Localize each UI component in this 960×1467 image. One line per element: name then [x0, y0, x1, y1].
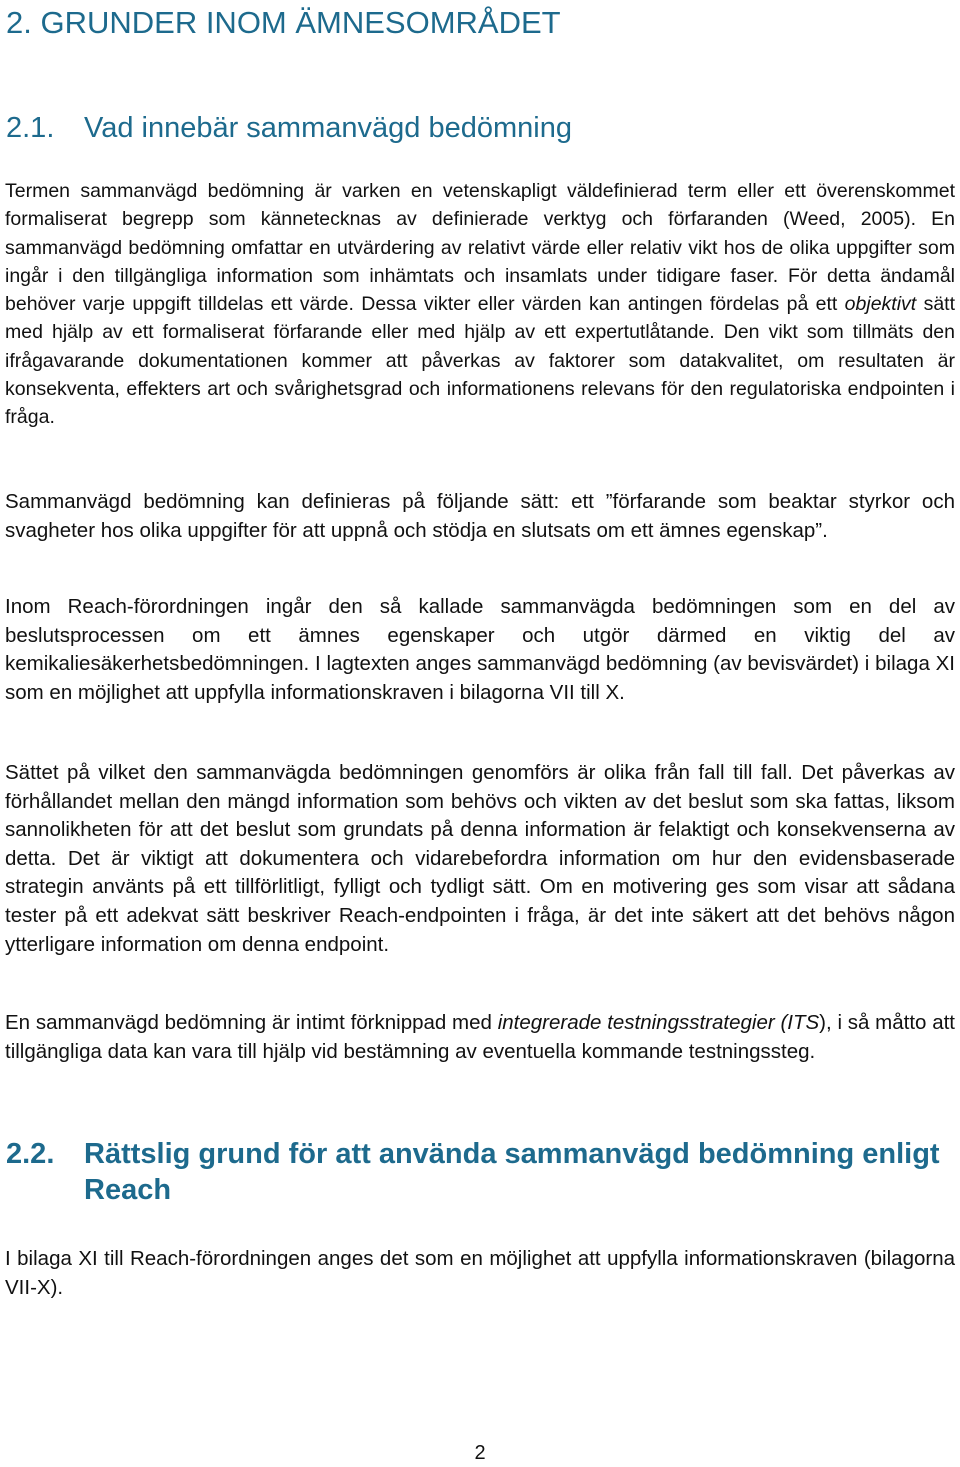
paragraph-5-emphasis: integrerade testningsstrategier (ITS: [497, 1011, 820, 1034]
paragraph-1-emphasis: objektivt: [844, 293, 917, 316]
paragraph-5: [5, 1009, 955, 1066]
paragraph-1-text-b: sätt med hjälp av ett formaliserat förfarande eller med hjälp av ett expertutlåtande. Den vikt som tillmäts den ifrågavarande dokumentationen kommer att påverkas av faktorer som datakvalitet, om resultaten är konsekventa, effekters art och svårighetsgrad och informationens relevans för den regulatoriska endpointen i fråga.: [5, 293, 955, 429]
subsection-title: Rättslig grund för att använda sammanvägd bedömning enligt Reach: [84, 1138, 940, 1206]
paragraph-5-text-b: ), i så måtto att tillgängliga data kan vara till hjälp vid bestämning av eventuella kommande testningssteg.: [5, 1011, 955, 1063]
paragraph-3-text: Inom Reach-förordningen ingår den så kallade sammanvägda bedömningen som en del av beslutsprocessen om ett ämnes egenskaper och utgör därmed en viktig del av kemikaliesäkerhetsbedömningen. I lagtexten anges sammanvägd bedömning (av bevisvärdet) i bilaga XI som en möjlighet att uppfylla informationskraven i bilagorna VII till X.: [5, 595, 955, 704]
page-number: 2: [474, 1442, 486, 1464]
paragraph-4-text: Sättet på vilket den sammanvägda bedömningen genomförs är olika från fall till fall. Det påverkas av förhållandet mellan den mängd information som behövs och vikten av det beslut som ska fattas, liksom sannolikheten för att det beslut som grundats på denna information är felaktigt och konsekvenserna av detta. Det är viktigt att dokumentera och vidarebefordra information om hur den evidensbaserade strategin använts på ett tillförlitligt, fylligt och tydligt sätt. Om en motivering ges som visar att sådana tester på ett adekvat sätt beskriver Reach-endpointen i fråga, är det inte säkert att det behövs någon ytterligare information om denna endpoint.: [5, 761, 955, 956]
paragraph-3: [5, 593, 955, 707]
section-heading: [6, 4, 946, 42]
section-number: 2.: [6, 5, 32, 40]
paragraph-6: [5, 1245, 955, 1302]
paragraph-6-text: I bilaga XI till Reach-förordningen anges det som en möjlighet att uppfylla informationskraven (bilagorna VII-X).: [5, 1247, 955, 1299]
paragraph-1: [5, 177, 955, 432]
paragraph-1-text-a: Termen sammanvägd bedömning är varken en vetenskapligt väldefinierad term eller ett överenskommet formaliserat begrepp som kännetecknas av definierade verktyg och förfaranden (Weed, 2005). En sammanvägd bedömning omfattar en utvärdering av relativt värde eller relativ vikt hos de olika uppgifter som ingår i den tillgängliga information som inhämtats och insamlats under tidigare faser. För detta ändamål behöver varje uppgift tilldelas ett värde. Dessa vikter eller värden kan antingen fördelas på ett: [5, 180, 955, 316]
paragraph-5-text-a: En sammanvägd bedömning är intimt förknippad med: [5, 1011, 492, 1034]
subsection-title: Vad innebär sammanvägd bedömning: [84, 112, 572, 144]
paragraph-4: [5, 759, 955, 959]
section-title: GRUNDER INOM ÄMNESOMRÅDET: [40, 5, 561, 40]
subsection-number: 2.2.: [6, 1138, 55, 1170]
paragraph-2-text: Sammanvägd bedömning kan definieras på följande sätt: ett ”förfarande som beaktar styrkor och svagheter hos olika uppgifter för att uppnå och stödja en slutsats om ett ämnes egenskap”.: [5, 490, 955, 542]
paragraph-2: [5, 488, 955, 545]
subsection-number: 2.1.: [6, 112, 55, 144]
